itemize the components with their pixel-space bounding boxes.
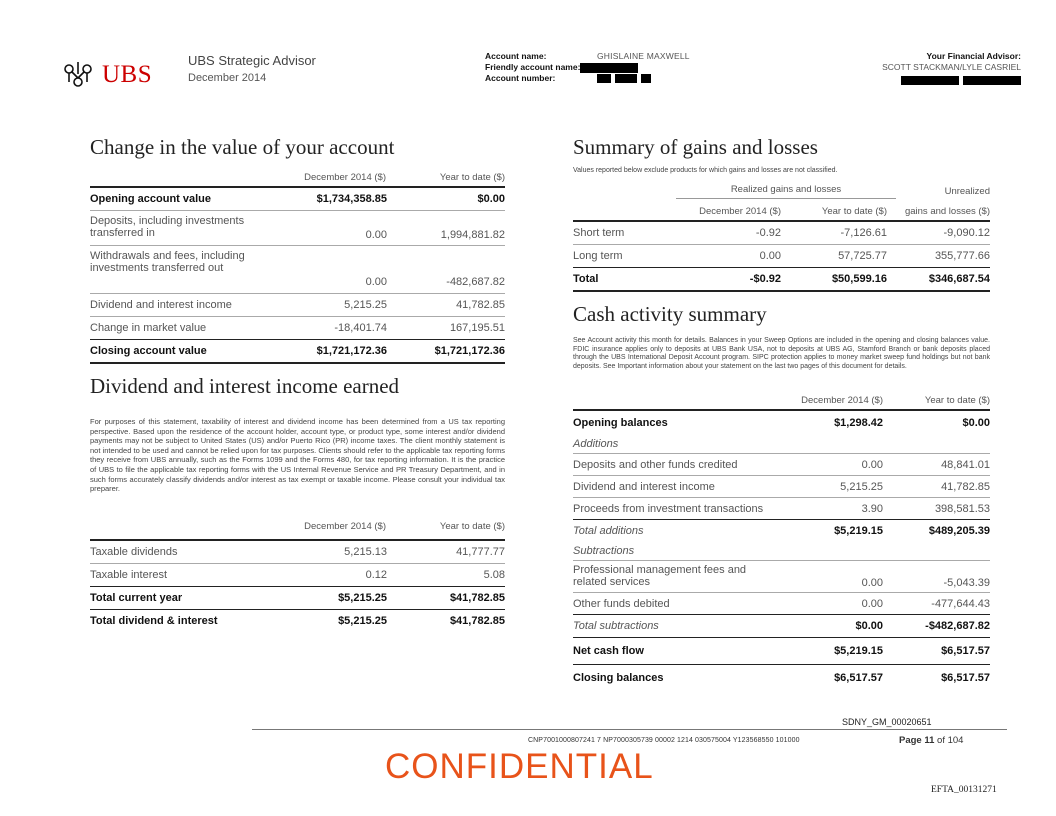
row-ytd-value: 48,841.01: [941, 459, 990, 471]
table-row: [90, 564, 505, 587]
row-label: Change in market value: [90, 322, 207, 334]
row-ytd-value: 398,581.53: [934, 503, 990, 515]
col-header-december: December 2014 ($): [304, 521, 386, 532]
row-label: Withdrawals and fees, including investments transferred out: [90, 250, 245, 274]
group-header-rule: [676, 198, 896, 199]
efta-number: EFTA_00131271: [931, 785, 997, 795]
row-december-value: 5,215.13: [344, 546, 387, 558]
row-label: Deposits, including investments transferred in: [90, 215, 245, 239]
table-row: [573, 520, 990, 542]
redaction-box: [597, 74, 611, 83]
row-december-value: 5,215.25: [344, 299, 387, 311]
row-label: Total dividend & interest: [90, 615, 218, 627]
financial-advisor: [882, 51, 1021, 86]
row-ytd-value: 5.08: [483, 569, 505, 581]
row-ytd-value: $50,599.16: [831, 273, 887, 285]
row-ytd-value: 167,195.51: [449, 322, 505, 334]
row-ytd-value: 41,782.85: [456, 299, 505, 311]
table-row: [573, 593, 990, 615]
document-code: CNP7001000807241 7 NP7000305739 00002 1214 030575004 Y123568550 101000: [528, 737, 800, 744]
row-label: Taxable dividends: [90, 546, 178, 558]
col-header-december: December 2014 ($): [304, 172, 386, 183]
row-december-value: 0.12: [365, 569, 387, 581]
table-row: [573, 498, 990, 520]
subtractions-label: Subtractions: [573, 545, 635, 557]
cash-activity-note: See Account activity this month for details. Balances in your Sweep Options are included in the opening and closing balances value. FDIC insurance applies only to deposits at UBS Bank USA, not to deposits at UBS AG, Stamford Branch or bank deposits placed through the UBS International Deposit Account program. SIPC protection applies to money market sweep fund holdings but not bank deposits. See Important information about your statement on the last two pages of this document for details.: [573, 337, 990, 370]
row-december-value: -0.92: [755, 227, 781, 239]
row-ytd-value: 1,994,881.82: [440, 229, 505, 241]
account-info: [485, 51, 690, 84]
table-row: [573, 665, 990, 691]
account-name-label: Account name:: [485, 51, 547, 61]
redaction-box: [580, 63, 638, 73]
row-label: Total: [573, 273, 599, 285]
row-ytd-value: $1,721,172.36: [434, 345, 505, 357]
statement-title: UBS Strategic Advisor: [188, 53, 316, 68]
change-in-value-title: Change in the value of your account: [90, 135, 395, 159]
row-december-value: $5,215.25: [338, 615, 387, 627]
table-row: [90, 211, 505, 246]
redaction-box: [963, 76, 1021, 85]
row-december-value: 0.00: [759, 250, 781, 262]
row-december-value: $5,219.15: [834, 645, 883, 657]
row-label: Proceeds from investment transactions: [573, 503, 764, 515]
table-row: [90, 317, 505, 340]
dividend-income-table: [90, 539, 505, 632]
row-december-value: 0.00: [861, 598, 883, 610]
row-label: Closing balances: [573, 672, 664, 684]
table-row: [90, 186, 505, 211]
redaction-box: [641, 74, 651, 83]
row-ytd-value: $489,205.39: [928, 525, 990, 537]
table-row: [90, 587, 505, 610]
col-header-ytd: Year to date ($): [821, 206, 887, 217]
tax-disclaimer-paragraph: For purposes of this statement, taxability of interest and dividend income has been determined from a US tax reporting perspective. Based upon the residence of the account holder, account type, or product type, some interest and/or dividend payments may not be subject to United States (US) and/or Puerto Rico (PR) income taxes. The client monthly statement is not intended to be used and cannot be relied upon for tax purposes. Clients should refer to the applicable tax reporting forms they receive from UBS annually, such as the Forms 1099 and the Forms 480, for tax reporting information. It is the practice of UBS to file the applicable tax reporting forms with the US Internal Revenue Service and PR Treasury Department, and in such forms accurately classify dividends and/or interest as tax exempt or taxable income. Please consult your individual tax preparer.: [90, 417, 505, 494]
table-row: [90, 340, 505, 364]
friendly-name-label: Friendly account name:: [485, 62, 581, 72]
table-row: [573, 245, 990, 268]
row-ytd-value: 57,725.77: [838, 250, 887, 262]
table-row: [573, 409, 990, 435]
account-name-value: GHISLAINE MAXWELL: [597, 51, 690, 61]
row-label: Total additions: [573, 525, 644, 537]
page-current: 11: [924, 735, 935, 746]
row-ytd-value: 41,777.77: [456, 546, 505, 558]
row-ytd-value: $41,782.85: [449, 615, 505, 627]
unrealized-header: Unrealized: [944, 186, 990, 197]
row-label: Net cash flow: [573, 645, 644, 657]
row-december-value: 0.00: [365, 276, 387, 288]
redaction-box: [901, 76, 959, 85]
row-ytd-value: $41,782.85: [449, 592, 505, 604]
row-label: Opening balances: [573, 417, 668, 429]
statement-period: December 2014: [188, 72, 267, 84]
additions-label: Additions: [573, 438, 619, 450]
row-ytd-value: -$482,687.82: [925, 620, 990, 632]
row-ytd-value: $0.00: [962, 417, 990, 429]
row-label: Opening account value: [90, 193, 212, 205]
row-december-value: $1,721,172.36: [316, 345, 387, 357]
row-label: Deposits and other funds credited: [573, 459, 738, 471]
col-header-december: December 2014 ($): [699, 206, 781, 217]
row-label: Short term: [573, 227, 625, 239]
table-row: [573, 454, 990, 476]
dividend-income-title: Dividend and interest income earned: [90, 374, 400, 398]
row-label: Total subtractions: [573, 620, 659, 632]
row-ytd-value: -477,644.43: [931, 598, 990, 610]
realized-group-header: Realized gains and losses: [730, 184, 842, 195]
row-december-value: 3.90: [861, 503, 883, 515]
row-ytd-value: $6,517.57: [941, 672, 990, 684]
table-row: [90, 246, 505, 294]
change-in-value-table: [90, 186, 505, 364]
row-december-value: $0.00: [855, 620, 883, 632]
row-december-value: $5,215.25: [338, 592, 387, 604]
row-label: Other funds debited: [573, 598, 670, 610]
gains-losses-note: Values reported below exclude products for which gains and losses are not classified.: [573, 167, 838, 174]
table-row: [90, 539, 505, 564]
table-row: [573, 561, 990, 593]
row-label: Long term: [573, 250, 623, 262]
row-ytd-value: -482,687.82: [446, 276, 505, 288]
table-row: [90, 294, 505, 317]
table-row: [573, 220, 990, 245]
ubs-keys-icon: [60, 60, 96, 90]
section-label-row: [573, 435, 990, 454]
table-row: [573, 268, 990, 292]
row-december-value: $5,219.15: [834, 525, 883, 537]
row-ytd-value: $6,517.57: [941, 645, 990, 657]
row-unrealized-value: 355,777.66: [934, 250, 990, 262]
row-unrealized-value: $346,687.54: [928, 273, 990, 285]
col-header-unrealized: gains and losses ($): [904, 206, 990, 217]
bates-number: SDNY_GM_00020651: [842, 717, 932, 727]
col-header-december: December 2014 ($): [801, 395, 883, 406]
col-header-ytd: Year to date ($): [439, 172, 505, 183]
row-december-value: 0.00: [861, 459, 883, 471]
row-december-value: -18,401.74: [334, 322, 387, 334]
row-december-value: -$0.92: [749, 273, 781, 285]
row-december-value: 0.00: [365, 229, 387, 241]
row-ytd-value: $0.00: [477, 193, 505, 205]
table-row: [573, 476, 990, 498]
row-december-value: 0.00: [861, 577, 883, 589]
gains-losses-table: [573, 220, 990, 292]
row-december-value: $1,298.42: [834, 417, 883, 429]
confidential-stamp: CONFIDENTIAL: [385, 747, 654, 786]
row-label: Dividend and interest income: [573, 481, 715, 493]
row-december-value: $6,517.57: [834, 672, 883, 684]
table-row: [90, 610, 505, 632]
footer-divider: [252, 729, 1007, 730]
row-ytd-value: -7,126.61: [840, 227, 887, 239]
col-header-ytd: Year to date ($): [924, 395, 990, 406]
page-number: [899, 735, 963, 746]
cash-activity-table: [573, 409, 990, 691]
logo-text: UBS: [102, 61, 153, 88]
page-label: Page: [899, 735, 922, 746]
cash-activity-title: Cash activity summary: [573, 302, 767, 326]
page-total: of 104: [937, 735, 964, 746]
row-label: Professional management fees and related services: [573, 564, 747, 588]
section-label-row: [573, 542, 990, 561]
row-december-value: 5,215.25: [840, 481, 883, 493]
advisor-label: Your Financial Advisor:: [926, 51, 1021, 61]
ubs-logo: [60, 60, 152, 90]
redaction-box: [615, 74, 637, 83]
row-ytd-value: -5,043.39: [943, 577, 990, 589]
account-number-label: Account number:: [485, 73, 556, 83]
row-unrealized-value: -9,090.12: [943, 227, 990, 239]
row-label: Closing account value: [90, 345, 207, 357]
gains-losses-title: Summary of gains and losses: [573, 135, 818, 159]
row-label: Taxable interest: [90, 569, 168, 581]
row-label: Total current year: [90, 592, 183, 604]
table-row: [573, 615, 990, 638]
advisor-value: SCOTT STACKMAN/LYLE CASRIEL: [882, 62, 1021, 72]
table-row: [573, 638, 990, 665]
col-header-ytd: Year to date ($): [439, 521, 505, 532]
row-december-value: $1,734,358.85: [316, 193, 387, 205]
row-ytd-value: 41,782.85: [941, 481, 990, 493]
row-label: Dividend and interest income: [90, 299, 232, 311]
